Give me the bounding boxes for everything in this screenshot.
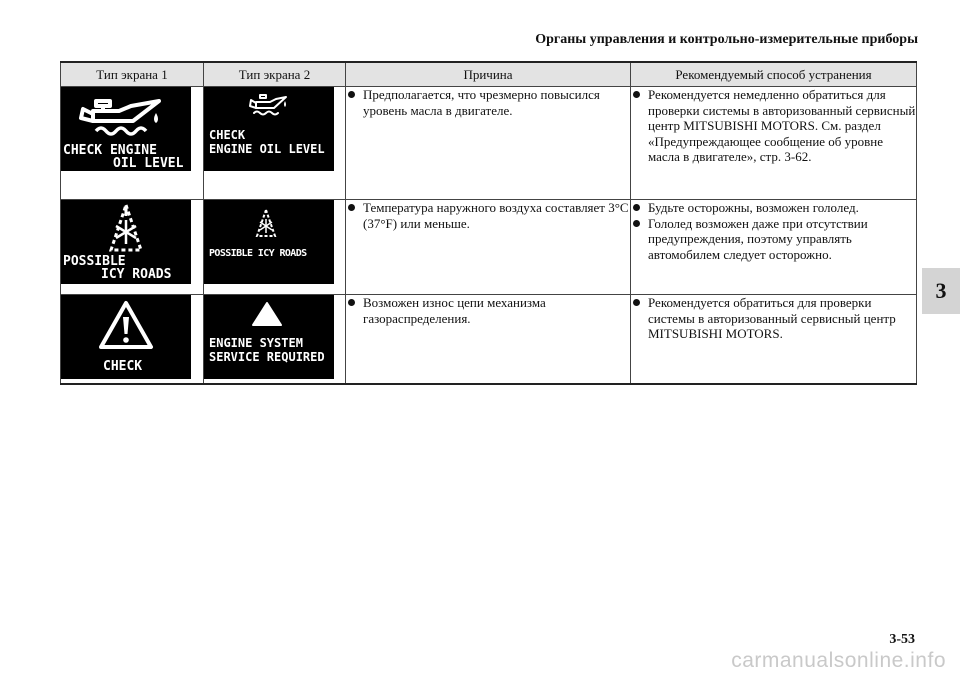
display-cell <box>61 295 204 384</box>
cause-item: Температура наружного воздуха составляет 3°C (37°F) или меньше. <box>346 200 630 231</box>
cause-cell <box>346 295 631 384</box>
lcd-text: POSSIBLE <box>63 254 126 269</box>
lcd-check-engine-oil-level <box>61 87 191 171</box>
column-header: Тип экрана 2 <box>204 62 346 87</box>
lcd-text: CHECK <box>103 359 143 374</box>
column-header: Тип экрана 1 <box>61 62 204 87</box>
display-cell <box>61 87 204 200</box>
column-header: Причина <box>346 62 631 87</box>
lcd-text: SERVICE REQUIRED <box>209 350 325 364</box>
remedy-item: Рекомендуется немедленно обратиться для проверки системы в авторизованный сервисный центр MITSUBISHI MOTORS. См. раздел «Предупреждающее сообщение об уровне масла в двигателе», стр. 3-62. <box>631 87 916 165</box>
table-row <box>61 295 917 384</box>
warning-messages-table <box>60 61 917 385</box>
remedy-cell <box>631 87 917 200</box>
lcd-text: ICY ROADS <box>101 267 172 282</box>
lcd-text: CHECK ENGINE <box>63 143 157 158</box>
cause-item: Предполагается, что чрезмерно повысился уровень масла в двигателе. <box>346 87 630 118</box>
table-header-row <box>61 62 917 87</box>
page-number: 3-53 <box>889 632 915 647</box>
lcd-engine-system-service-required <box>204 295 334 379</box>
lcd-check-engine-oil-level <box>204 87 334 171</box>
remedy-item: Рекомендуется обратиться для проверки системы в авторизованный сервисный центр MITSUBISHI MOTORS. <box>631 295 916 342</box>
cause-cell <box>346 200 631 295</box>
lcd-possible-icy-roads <box>204 200 334 284</box>
icy-road-icon <box>204 200 334 284</box>
remedy-cell <box>631 295 917 384</box>
lcd-check <box>61 295 191 379</box>
watermark: carmanualsonline.info <box>731 649 946 672</box>
remedy-cell <box>631 200 917 295</box>
chapter-tab: 3 <box>922 268 960 314</box>
lcd-text: ENGINE SYSTEM <box>209 336 303 350</box>
remedy-item: Гололед возможен даже при отсутствии предупреждения, поэтому управлять автомобилем следует осторожно. <box>631 216 916 263</box>
lcd-text: CHECK <box>209 128 246 142</box>
column-header: Рекомендуемый способ устранения <box>631 62 917 87</box>
display-cell <box>61 200 204 295</box>
display-cell <box>204 200 346 295</box>
lcd-text: POSSIBLE ICY ROADS <box>209 248 307 259</box>
lcd-possible-icy-roads <box>61 200 191 284</box>
display-cell <box>204 87 346 200</box>
page-header-title: Органы управления и контрольно-измерительные приборы <box>535 32 918 47</box>
cause-item: Возможен износ цепи механизма газораспределения. <box>346 295 630 326</box>
table-row <box>61 200 917 295</box>
remedy-item: Будьте осторожны, возможен гололед. <box>631 200 916 216</box>
display-cell <box>204 295 346 384</box>
table-row <box>61 87 917 200</box>
cause-cell <box>346 87 631 200</box>
lcd-text: OIL LEVEL <box>113 156 184 171</box>
lcd-text: ENGINE OIL LEVEL <box>209 142 325 156</box>
